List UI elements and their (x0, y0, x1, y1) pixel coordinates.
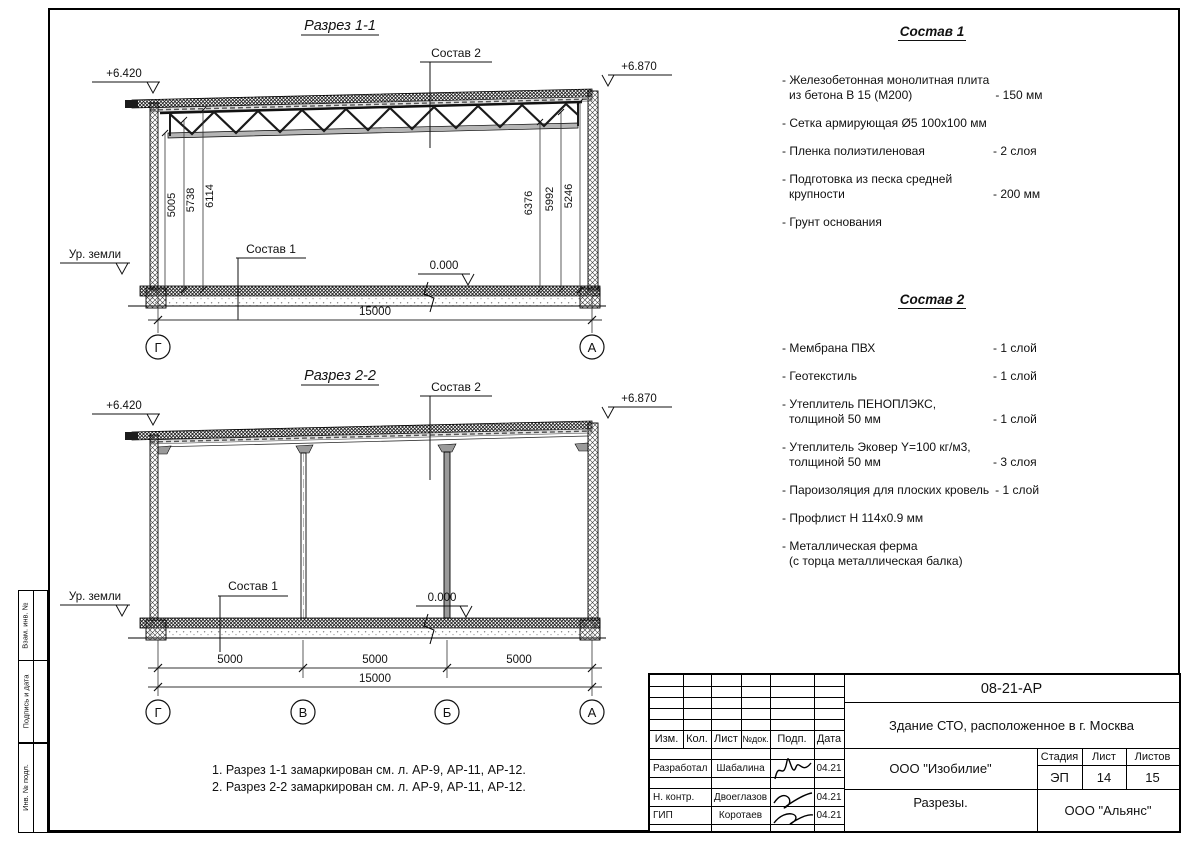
svg-text:Г: Г (154, 340, 162, 355)
dim-label: 6376 (523, 190, 535, 216)
svg-text:Ур. земли: Ур. земли (68, 591, 122, 603)
tb-stage-label: Стадия (1040, 750, 1079, 763)
tb-date: 04.21 (816, 791, 842, 803)
side-strip-label: Инв. № подл. (21, 764, 30, 811)
material-item: - Железобетонная монолитная плита из бетона В 15 (М200) - 150 мм (782, 73, 1043, 102)
tb-col-izm: Изм. (654, 733, 679, 745)
dim-label: 5738 (185, 187, 197, 213)
signature-icon (770, 785, 816, 831)
svg-text:Б: Б (442, 705, 452, 720)
side-strip-vzam (18, 590, 48, 661)
tb-name: Коротаев (718, 809, 763, 821)
tb-stage-value: ЭП (1050, 769, 1069, 785)
svg-text:Г: Г (154, 705, 162, 720)
note-line: 1. Разрез 1-1 замаркирован см. л. АР-9, АР-11, АР-12. (212, 763, 526, 777)
svg-text:Состав 2: Состав 2 (431, 46, 481, 60)
svg-text:В: В (298, 705, 308, 720)
dim-label: 5246 (563, 183, 575, 209)
sheet-notes (212, 762, 526, 796)
span-dim: 5000 (506, 654, 532, 666)
material-list-sostav2 (782, 292, 1082, 582)
material-item: - Грунт основания (782, 215, 882, 229)
tb-company: ООО "Альянс" (1064, 802, 1152, 818)
material-item: - Утеплитель ПЕНОПЛЭКС, толщиной 50 мм - 1 слой (782, 397, 1037, 426)
material-item: - Сетка армирующая Ø5 100х100 мм (782, 116, 987, 130)
tb-date: 04.21 (816, 762, 842, 774)
tb-role: ГИП (653, 809, 673, 821)
span-dim: 5000 (362, 654, 388, 666)
tb-date: 04.21 (816, 809, 842, 821)
dim-label: 6114 (204, 184, 216, 208)
tb-name: Двоеглазов (713, 791, 768, 803)
tb-col-kol: Кол. (686, 733, 708, 745)
tb-sheet-label: Лист (1092, 750, 1116, 763)
dim-total-label: 15000 (359, 673, 391, 685)
tb-role: Н. контр. (653, 791, 695, 803)
material-item: - Геотекстиль - 1 слой (782, 369, 1037, 383)
material-item: - Пленка полиэтиленовая - 2 слоя (782, 144, 1037, 158)
svg-text:Состав 1: Состав 1 (246, 242, 296, 256)
section-2-title: Разрез 2-2 (304, 368, 376, 384)
dim-label: 5992 (544, 186, 556, 212)
svg-text:+6.870: +6.870 (621, 393, 657, 405)
svg-text:0.000: 0.000 (427, 592, 457, 604)
span-dim: 5000 (217, 654, 243, 666)
section-1-title: Разрез 1-1 (304, 18, 376, 34)
material-item: - Профлист Н 114х0.9 мм (782, 511, 924, 525)
tb-sheets-label: Листов (1134, 750, 1171, 763)
svg-text:+6.420: +6.420 (106, 68, 142, 80)
note-line: 2. Разрез 2-2 замаркирован см. л. АР-9, АР-11, АР-12. (212, 780, 526, 794)
tb-sheet-name: Разрезы. (913, 795, 968, 810)
tb-project-name: Здание СТО, расположенное в г. Москва (889, 717, 1134, 733)
tb-name: Шабалина (716, 762, 765, 774)
title-block (648, 673, 1181, 833)
svg-text:0.000: 0.000 (429, 260, 459, 272)
material-list-title: Состав 1 (899, 24, 965, 39)
material-item: - Утеплитель Эковер Y=100 кг/м3, толщиной 50 мм - 3 слоя (782, 440, 1037, 469)
material-item: - Мембрана ПВХ - 1 слой (782, 341, 1037, 355)
tb-sheets-total: 15 (1145, 769, 1160, 785)
material-item: - Подготовка из песка средней крупности - 200 мм (782, 172, 1041, 201)
svg-text:Ур. земли: Ур. земли (68, 249, 122, 261)
side-strip-podpis (18, 660, 48, 744)
tb-col-data: Дата (816, 733, 842, 745)
dim-label: 5005 (166, 192, 178, 218)
svg-text:Состав 2: Состав 2 (431, 380, 481, 394)
side-strip-label: Взам. инв. № (21, 602, 30, 649)
tb-sheet-number: 14 (1096, 769, 1112, 785)
material-item: - Пароизоляция для плоских кровель - 1 слой (782, 483, 1040, 497)
side-strip-label: Подпись и дата (21, 674, 31, 729)
tb-col-podp: Подп. (777, 733, 807, 745)
svg-text:+6.420: +6.420 (106, 400, 142, 412)
tb-col-ndok: №док. (742, 734, 769, 744)
signature-icon (772, 753, 814, 787)
material-list-title: Состав 2 (899, 292, 965, 307)
tb-document-code: 08-21-АР (980, 680, 1043, 697)
tb-organization: ООО "Изобилие" (889, 761, 992, 776)
svg-text:А: А (587, 340, 597, 355)
dim-total-label: 15000 (359, 306, 391, 318)
svg-text:Состав 1: Состав 1 (228, 579, 278, 593)
svg-text:+6.870: +6.870 (621, 61, 657, 73)
svg-text:А: А (587, 705, 597, 720)
material-list-sostav1 (782, 24, 1082, 243)
tb-col-list: Лист (714, 733, 738, 745)
tb-role: Разработал (653, 762, 708, 774)
material-item: - Металлическая ферма (с торца металлическая балка) (782, 539, 963, 568)
side-strip-inv (18, 742, 48, 833)
